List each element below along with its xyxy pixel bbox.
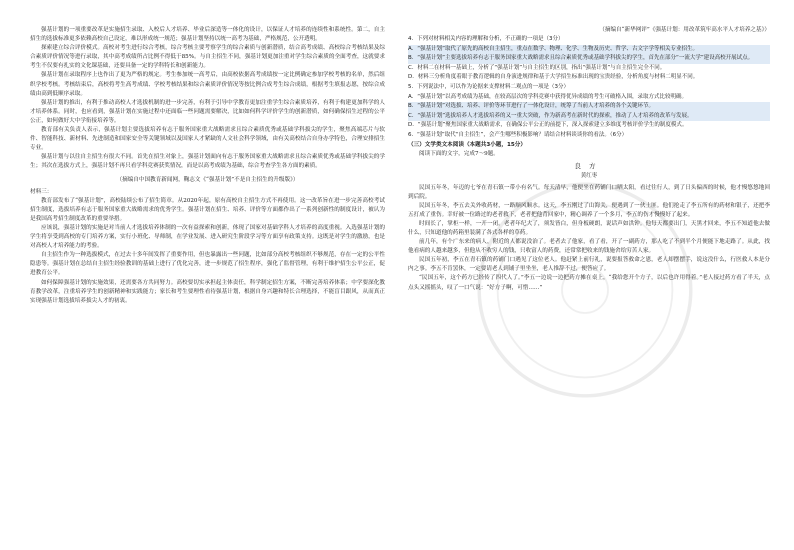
right-column [408,26,770,293]
paragraph: 民国五年初，李五在青石镇的药铺门口遇见了这位老人。他赶紧上前行礼，说要报答救命之恩，老人却摆摆手，说这没什么，行医救人本是分内之事。李五不肯罢休，一定要请老人到铺子里坐坐，老人推辞不过，便答应了。 [408,257,770,273]
paragraph: 时间长了，掌柜一样，一开一闭。老者年纪大了，须发皆白，但身板硬朗，说话声如洪钟。他每天都要出门，天黑才回来，李五不知道他去做什么，只知道他的药箱里装满了各式各样的草药。 [408,220,770,236]
option-b: B．“强基计划”对选拔、培养、评价等环节进行了一体化设计，统筹了当前人才培养的各个关键环节。 [408,102,770,112]
reading-instruction: 阅读下面的文字，完成7～9题。 [419,151,499,158]
question-4: 4．下列对材料相关内容的理解和分析，不正确的一项是（3分） [408,36,564,43]
paragraph: 强基计划的推出，有利于推动高校人才选拔机制的进一步完善，有利于引导中学教育更加注重学生综合素质培养，有利于构建更加科学的人才培养体系。同时，也应看到，强基计划在实施过程中还面临一些问题需要解决，比如如何科学评价学生的创新潜质，如何确保招生过程的公平公正，如何做好大中学衔接培养等。 [30,99,385,124]
option-d: D．“强基计划”聚焦国家重大战略需求，在确保公平公正的前提下，深入探索建立多维度考核评价学生的制度模式。 [408,122,688,129]
source-note: （摘编自中国教育新闻网，鞠志文《“强基计划”不是自主招生的升级版》） [116,176,299,183]
story-author: 黄红枣 [580,173,598,180]
paragraph: 前几年，有个广东来的病人，附近的人都说没治了。老者去了他家，看了看，开了一副药方，那人吃了不到半个月便能下地走路了。从此，找他看病的人越来越多，但他从不收穷人的钱，只收富人的药费，还常常把收来的钱施舍给穷苦人家。 [408,239,770,255]
story-text [408,184,770,293]
option-b: B．“强基计划”主要选拔培养有志于服务国家重大战略需求且综合素质优秀或基础学科拔尖的学生，首先在部分“一流大学”建设高校开展试点。 [408,54,770,64]
source-note: （摘编自“新华网评”《强基计划：用改革筑牢高水平人才培养之基》） [599,27,770,33]
option-c: C．材料二在材料一基础上，分析了“强基计划”与自主招生的区别，指出“强基计划”与自主招生完全不同。 [408,64,666,71]
paragraph: 应该说，强基计划的实施是对当前人才选拔培养体制的一次有益探索和创新，体现了国家对基础学科人才培养的高度重视。入选强基计划的学生将享受到高校的专门培养方案，实行小班化、导师制，在学业发展、进入研究生阶段学习等方面享有政策支持。这既是对学生的激励，也是对高校人才培养能力的考验。 [30,224,385,250]
paragraph: 探索建立综合评价模式。高校对考生进行综合考核，综合考核主要考察学生的综合素质与创新潜质，结合高考成绩、高校综合考核结果及综合素质评价情况等进行录取，其中高考成绩所占比例不得低于85%。与自主招生不同，强基计划更加注重对学生综合素质的全面考查，这就要求考生不仅要有扎实的文化课基础，还要具备一定的学科特长和创新能力。 [30,45,385,70]
paragraph: 强基计划与以往自主招生有很大不同。首先在招生对象上，强基计划面向有志于服务国家重大战略需求且综合素质优秀或基础学科拔尖的学生；其次在选拔方式上，强基计划不再只看学科竞赛获奖情况，而是以高考成绩为基础，综合考查学生各方面的素质。 [30,154,385,170]
paragraph: “民国五年，这个药方已经传了四代人了。”李五一边说一边把药方摊在桌上，“我给您开个方子，以后也许用得着。”老人接过药方看了半天，点点头又摇摇头，叹了一口气说：“好方子啊，可惜……” [408,275,770,291]
paragraph: 自主招生作为一种选拔模式，在过去十多年间发挥了重要作用，但也暴露出一些问题，比如部分高校考核组织不够规范，存在一定的公平性隐患等。强基计划在总结自主招生经验教训的基础上进行了优化完善，进一步规范了招生程序，强化了监督管理，有利于维护招生公平公正，促进教育公平。 [30,252,385,277]
option-a: A．“强基计划”取代了原先的高校自主招生，重点在数学、物理、化学、生物及历史、哲学、古文字学等相关专业招生。 [408,45,770,55]
paragraph: 教育部有关负责人表示，强基计划主要选拔培养有志于服务国家重大战略需求且综合素质优秀或基础学科拔尖的学生，聚焦高端芯片与软件、智能科技、新材料、先进制造和国家安全等关键领域以及国家人才紧缺的人文社会科学领域，由有关高校结合自身办学特色，合理安排招生专业。 [30,127,385,152]
option-c: C．“强基计划”选拔培养人才选拔培养的又一重大突破，作为新高考在新时代的探索，推动了人才培养的改革与发展。 [408,112,770,122]
left-paragraphs [30,26,385,172]
question-block [408,35,770,150]
story-title: 良方 [574,162,604,171]
question-5: 5．下列说法中，可以作为论据来支撑材料二观点的一项是（3分） [408,84,570,91]
paragraph: 民国五年冬，年迈的七爷在青石镇一带小有名气。每天清早，他便坐在药铺门口晒太阳，看过往行人，到了日头偏西的时候，他才慢悠悠地回到后院。 [408,184,770,200]
section-heading: （三）文学类文本阅读（本题共3小题，15分） [408,141,526,148]
paragraph: 强基计划的一项重要改革是实施招生录取、入校后人才培养、毕业后深造等一体化的设计，以保证人才培养的连续性和系统性。第二，自主招生的选拔标准更多依赖高校自己设定，难以形成统一规范；强基计划坚持以统一高考为基础，严格规范，公开透明。 [30,27,385,43]
left-column [30,26,385,306]
question-6: 6．“强基计划”取代“自主招生”，会产生哪些积极影响？请结合材料谈谈你的看法。（6分） [408,132,628,139]
paragraph: 强基计划在录取程序上也作出了更为严格的规定。考生参加统一高考后，由高校依据高考成绩按一定比例确定参加学校考核的名单，然后组织学校考核。考核结束后，高校将考生高考成绩、学校考核结果和综合素质评价情况等按比例合成考生综合成绩，根据考生填报志愿，按综合成绩由高到低顺序录取。 [30,72,385,97]
material-label: 材料三： [30,188,53,195]
option-d: D．材料三分析角度着眼于教育逻辑的自身演进规律和基于大学招生标准出现的宝贵经验，分析角度与材料二明显不同。 [408,74,699,81]
material-three [30,197,385,306]
paragraph: 教育部发布了“强基计划”，高校陆续公布了招生简章。从2020年起，原有高校自主招生方式不再使用。这一改革旨在进一步完善高校考试招生制度，选拔培养有志于服务国家重大战略需求的优秀学生。强基计划在招生、培养、评价等方面都作出了一系列创新性的制度设计，被认为是我国高考招生制度改革的重要举措。 [30,197,385,222]
paragraph: 民国五年冬，李五去关外收药材，一路顺风顺水。这天，李五刚过了山海关，便遇到了一伙土匪。他们抢走了李五所有的药材和银子，还把李五打成了重伤。幸好被一位路过的老者救下，老者把他背回家中，精心调养了一个多月，李五的伤才慢慢好了起来。 [408,202,770,218]
paragraph: 如何保障强基计划的实施效果，还需要各方共同努力。高校要切实承担起主体责任，科学制定招生方案，不断完善培养体系；中学要深化教育教学改革，注重培养学生的创新精神和实践能力；家长和考生要理性看待强基计划，根据自身兴趣和特长合理选择，不能盲目跟风，从而真正实现强基计划选拔培养拔尖人才的初衷。 [30,279,385,304]
option-a: A．“强基计划”以高考成绩为基础，在较高层次的学科竞赛中获得优异成绩的考生可破格入围，录取方式比较明确。 [408,93,687,100]
